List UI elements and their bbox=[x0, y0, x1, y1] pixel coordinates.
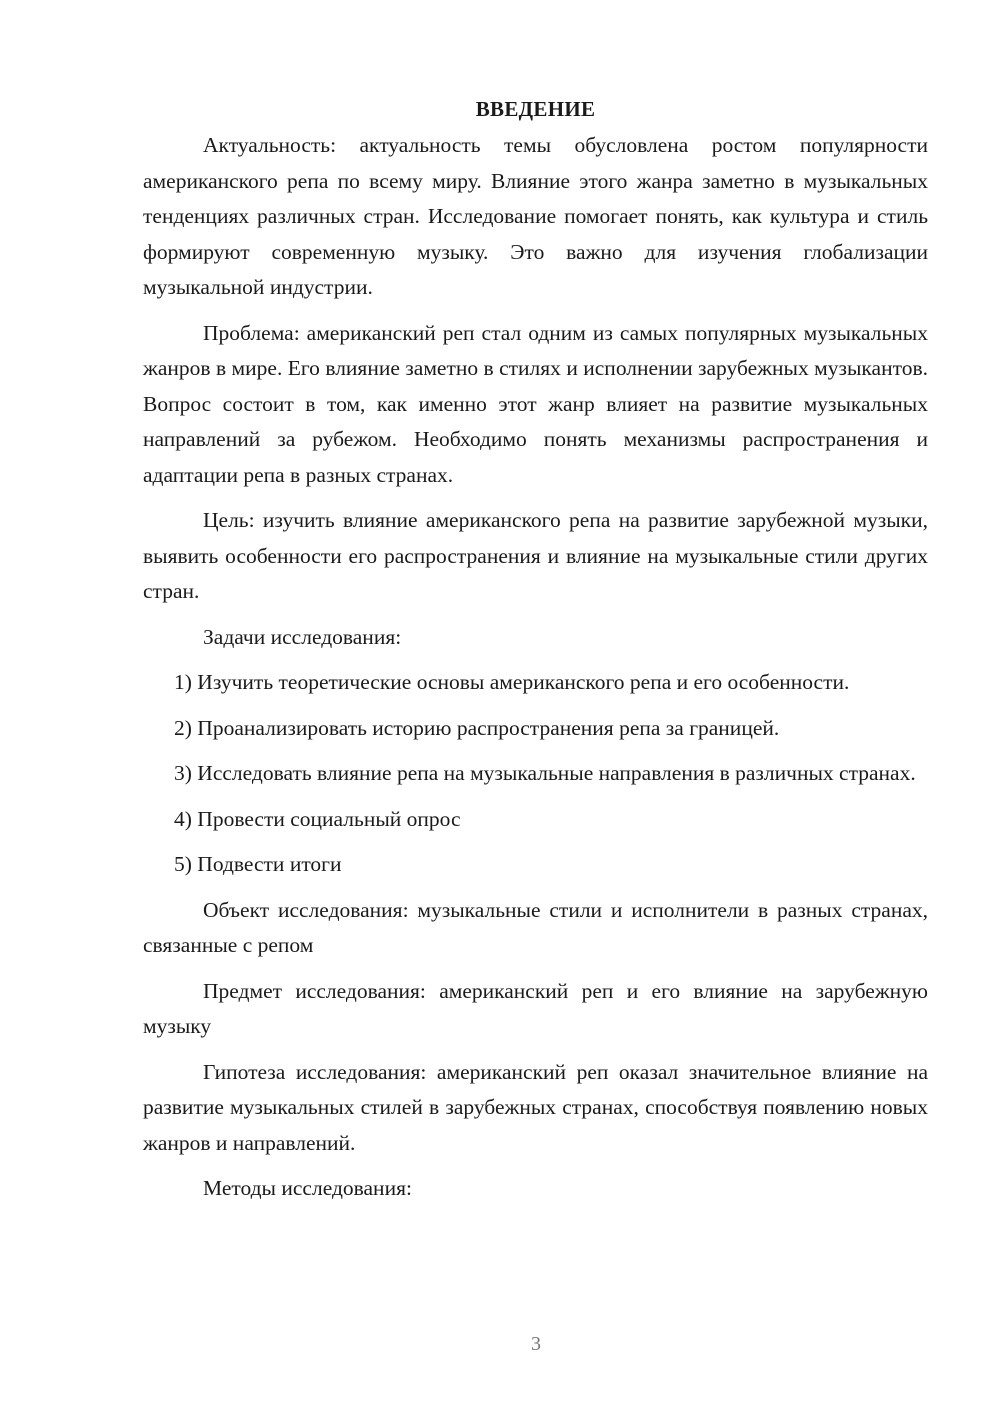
list-item-number: 4) bbox=[174, 806, 192, 831]
list-item-text: Изучить теоретические основы американского репа и его особенности. bbox=[197, 670, 850, 694]
list-item-number: 1) bbox=[174, 670, 192, 694]
list-item-task-3 bbox=[143, 756, 928, 792]
paragraph-problem: Проблема: американский реп стал одним из самых популярных музыкальных жанров в мире. Его влияние заметно в стилях и исполнении зарубежных музыкантов. Вопрос состоит в том, как именно этот жанр влияет на развитие музыкальных направлений за рубежом. Необходимо понять механизмы распространения и адаптации репа в разных странах. bbox=[143, 320, 928, 487]
paragraph-object: Объект исследования: музыкальные стили и исполнители в разных странах, связанные с репом bbox=[143, 897, 928, 957]
list-item-number: 5) bbox=[174, 852, 192, 876]
methods-heading: Методы исследования: bbox=[203, 1176, 412, 1200]
page-content bbox=[143, 94, 928, 1217]
list-item-task-1 bbox=[143, 665, 928, 701]
list-item-number: 2) bbox=[174, 715, 192, 740]
list-item-task-2 bbox=[143, 711, 928, 747]
paragraph-hypothesis: Гипотеза исследования: американский реп оказал значительное влияние на развитие музыкальных стилей в зарубежных странах, способствуя появлению новых жанров и направлений. bbox=[143, 1059, 928, 1155]
paragraph-goal: Цель: изучить влияние американского репа на развитие зарубежной музыки, выявить особенности его распространения и влияние на музыкальные стили других стран. bbox=[143, 508, 928, 603]
tasks-heading: Задачи исследования: bbox=[203, 624, 402, 649]
paragraph-subject: Предмет исследования: американский реп и его влияние на зарубежную музыку bbox=[143, 978, 928, 1038]
page-number: 3 bbox=[531, 1333, 541, 1355]
list-item-task-4 bbox=[143, 802, 928, 838]
list-item-text: Проанализировать историю распространения репа за границей. bbox=[197, 715, 780, 740]
page-title: ВВЕДЕНИЕ bbox=[475, 97, 596, 121]
list-item-text: Подвести итоги bbox=[197, 852, 342, 876]
list-item-text: Исследовать влияние репа на музыкальные направления в различных странах. bbox=[197, 761, 916, 785]
list-item-text: Провести социальный опрос bbox=[197, 806, 461, 831]
list-item-number: 3) bbox=[174, 761, 192, 785]
paragraph-relevance: Актуальность: актуальность темы обусловлена ростом популярности американского репа по всему миру. Влияние этого жанра заметно в музыкальных тенденциях различных стран. Исследование помогает понять, как культура и стиль формируют современную музыку. Это важно для изучения глобализации музыкальной индустрии. bbox=[143, 133, 928, 299]
list-item-task-5 bbox=[143, 847, 928, 883]
